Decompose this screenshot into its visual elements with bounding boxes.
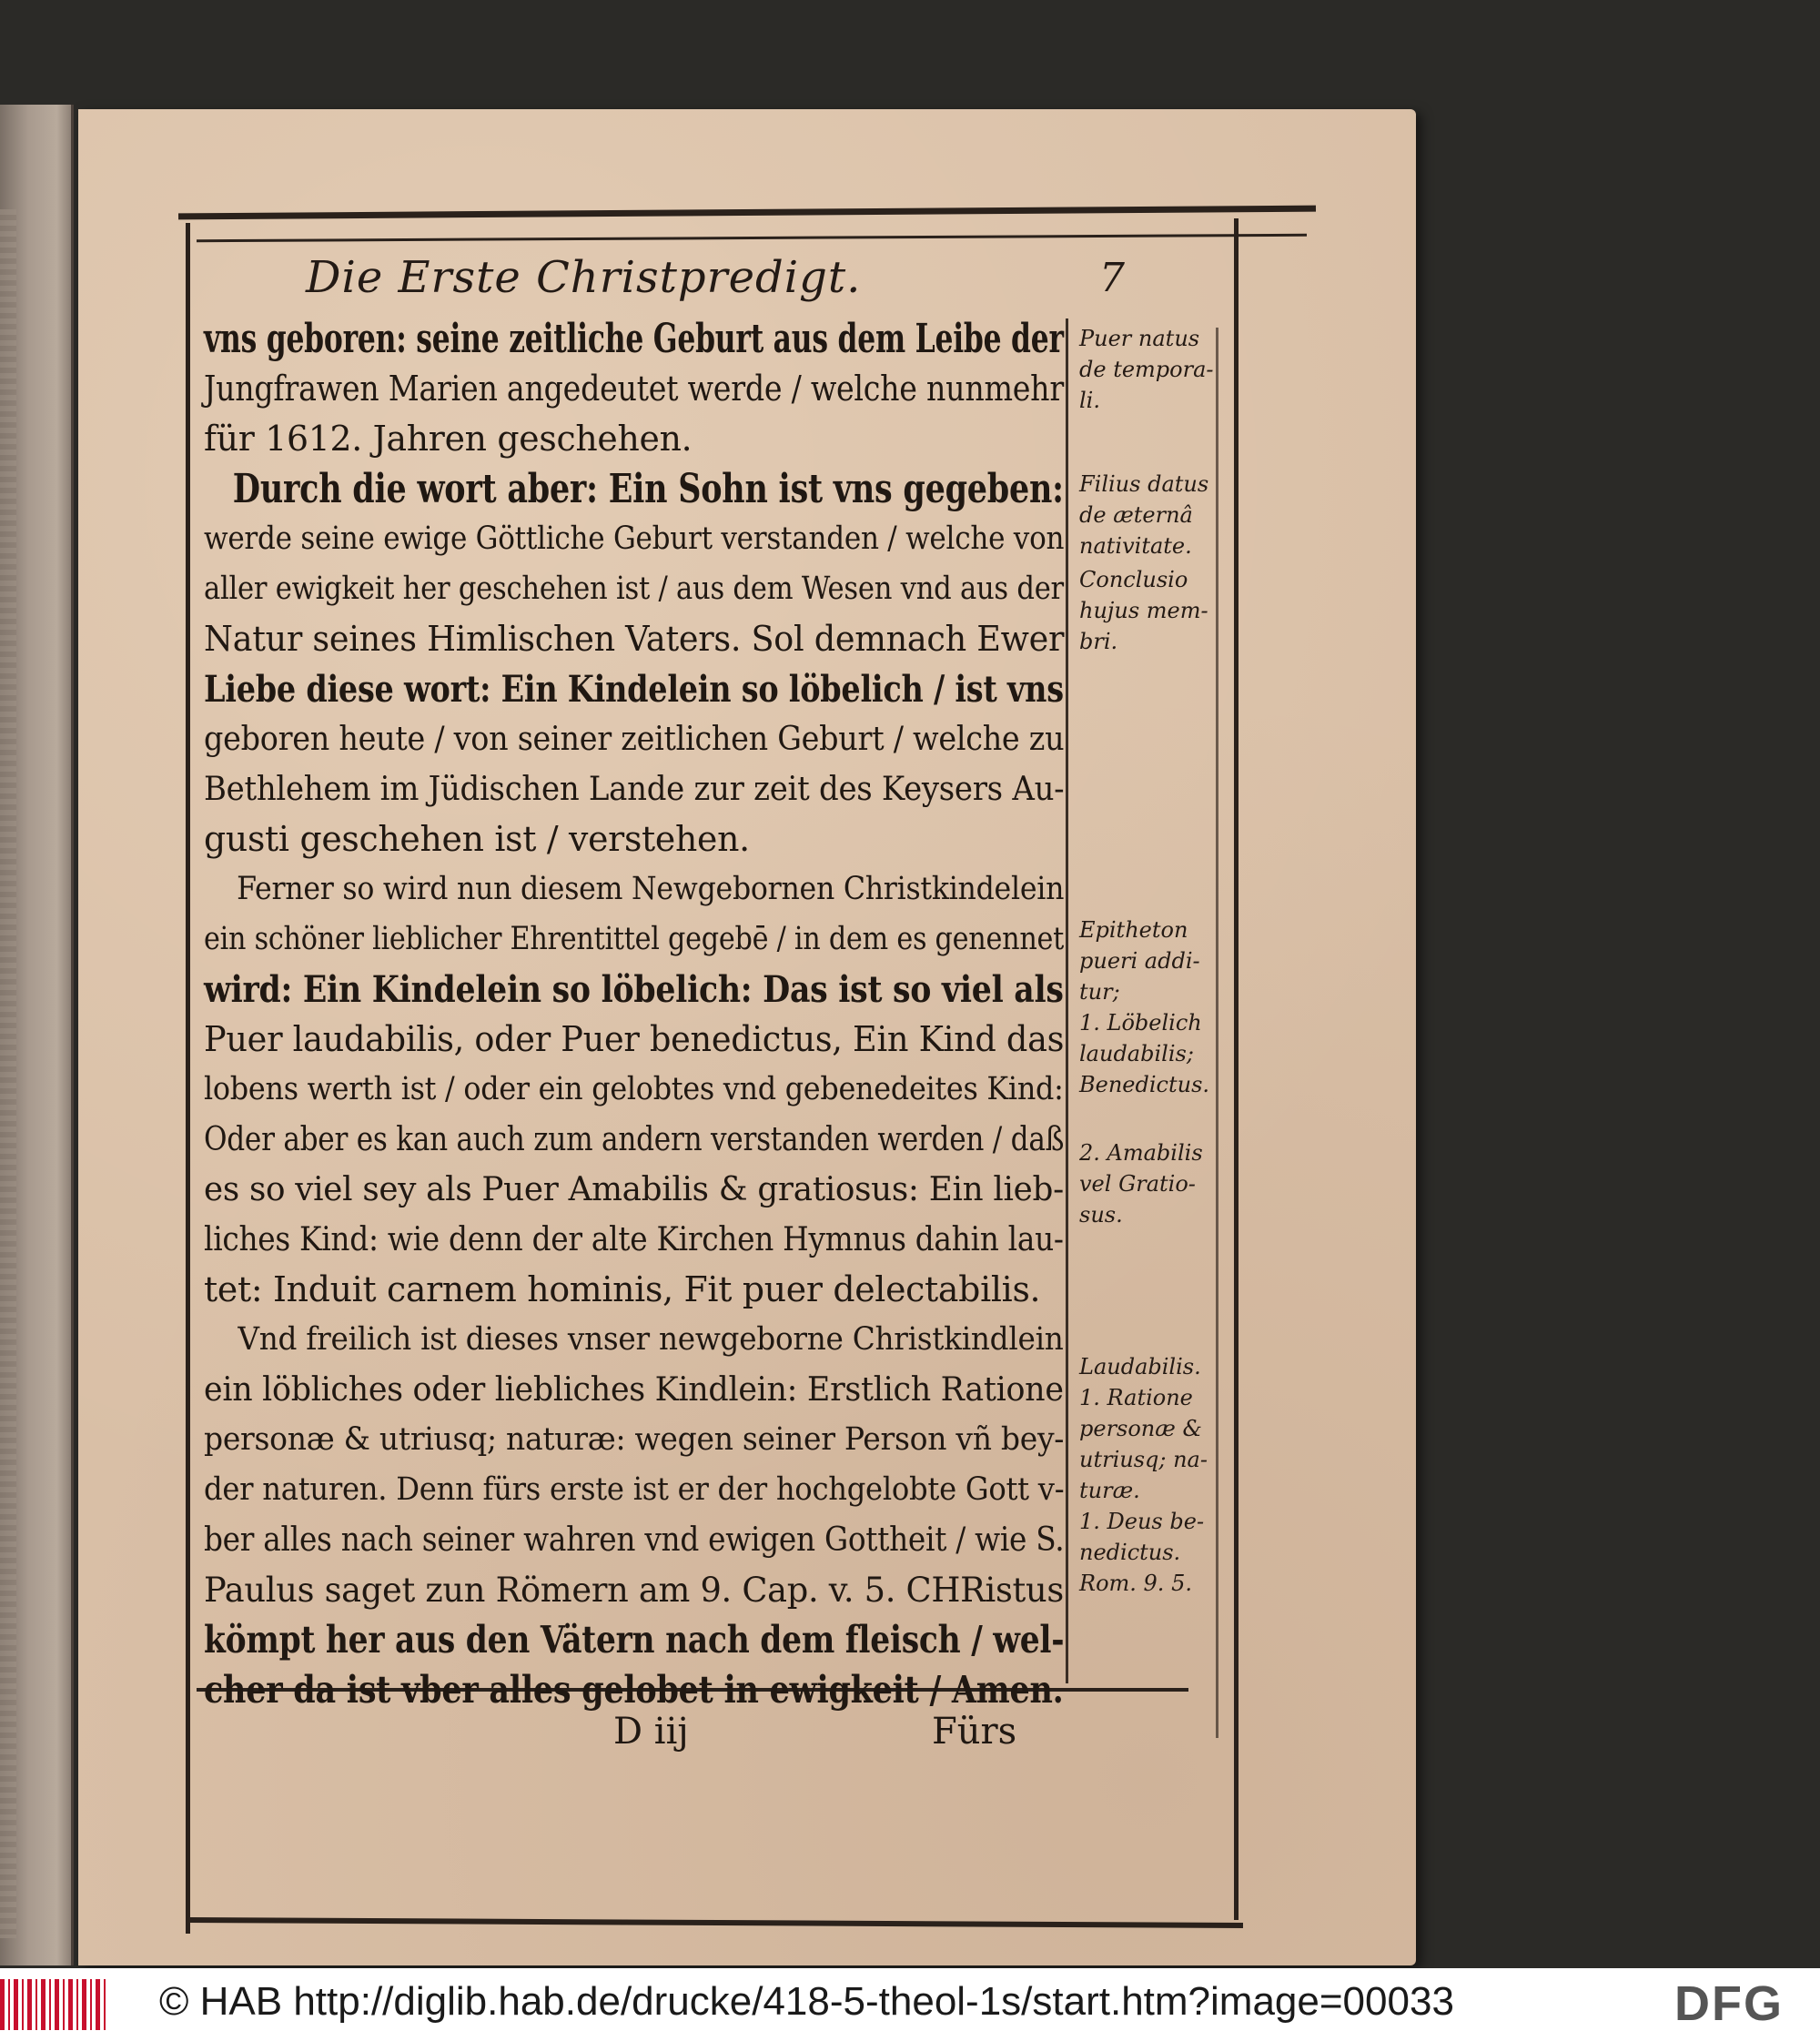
text-line: Ferner so wird nun diesem Newgebornen Christkindelein xyxy=(237,871,1065,907)
main-text-block xyxy=(204,314,1068,1715)
margin-note xyxy=(1079,914,1225,1100)
dfg-logo: DFG xyxy=(1674,1976,1784,2031)
text-line: Durch die wort aber: Ein Sohn ist vns gegeben: xyxy=(232,466,1064,512)
margin-note-line: 1. Ratione xyxy=(1079,1385,1193,1410)
text-line: gusti geschehen ist / verstehen. xyxy=(204,819,750,859)
running-header xyxy=(306,246,1125,309)
text-line: tet: Induit carnem hominis, Fit puer delectabilis. xyxy=(204,1269,1041,1309)
margin-note-line: 1. Löbelich xyxy=(1079,1010,1202,1036)
text-line: liches Kind: wie denn der alte Kirchen Hymnus dahin lau- xyxy=(204,1221,1064,1258)
frame-rule-left xyxy=(186,223,190,1934)
margin-note-line: personæ & xyxy=(1079,1416,1202,1441)
text-line: der naturen. Denn fürs erste ist er der hochgelobte Gott v- xyxy=(204,1471,1065,1508)
margin-note-line: Conclusio xyxy=(1079,567,1188,592)
barcode-icon xyxy=(0,1979,109,2030)
text-line: geboren heute / von seiner zeitlichen Geburt / welche zu xyxy=(204,721,1065,758)
margin-note-line: nativitate. xyxy=(1079,533,1192,559)
text-line: lobens werth ist / oder ein gelobtes vnd gebenedeites Kind: xyxy=(204,1071,1064,1107)
catchword: Fürs xyxy=(932,1711,1017,1753)
margin-note-line: tur; xyxy=(1079,979,1120,1005)
text-line: Vnd freilich ist dieses vnser newgeborne Christkindlein xyxy=(238,1321,1064,1358)
margin-note-line: Benedictus. xyxy=(1079,1072,1210,1097)
margin-note xyxy=(1079,323,1225,416)
text-line: es so viel sey als Puer Amabilis & gratiosus: Ein lieb- xyxy=(204,1171,1064,1208)
text-line: Bethlehem im Jüdischen Lande zur zeit des Keysers Au- xyxy=(204,771,1065,808)
text-line: vns geboren: seine zeitliche Geburt aus dem Leibe der xyxy=(204,316,1064,362)
page-footer xyxy=(204,1711,1068,1765)
margin-note-line: hujus mem- xyxy=(1079,598,1208,623)
text-line: für 1612. Jahren geschehen. xyxy=(204,419,693,459)
text-line: Oder aber es kan auch zum andern verstanden werden / daß xyxy=(204,1121,1065,1158)
margin-note-line: 1. Deus be- xyxy=(1079,1509,1205,1534)
margin-note-line: Filius datus xyxy=(1079,471,1209,497)
book-page xyxy=(78,109,1416,1965)
frame-rule-bottom xyxy=(187,1917,1243,1928)
frame-rule-top xyxy=(178,206,1316,220)
page-number: 7 xyxy=(1099,254,1125,301)
text-line: ein schöner lieblicher Ehrentittel gegebē / in dem es genennet xyxy=(204,921,1065,957)
page-stack-edge xyxy=(0,209,16,1938)
margin-note-line: utriusq; na- xyxy=(1079,1447,1208,1472)
text-line: cher da ist vber alles gelobet in ewigkeit / Amen. xyxy=(204,1668,1064,1712)
margin-note-line: li. xyxy=(1079,388,1100,413)
text-line: ber alles nach seiner wahren vnd ewigen Gottheit / wie S. xyxy=(204,1521,1065,1559)
text-line: Puer laudabilis, oder Puer benedictus, Ein Kind das xyxy=(204,1019,1065,1059)
margin-note-line: nedictus. xyxy=(1079,1540,1181,1565)
margin-note-line: turæ. xyxy=(1079,1478,1140,1503)
margin-note-line: Epitheton xyxy=(1079,917,1188,943)
text-line: Paulus saget zun Römern am 9. Cap. v. 5. CHRistus xyxy=(204,1571,1064,1610)
text-line: Natur seines Himlischen Vaters. Sol demnach Ewer xyxy=(204,619,1065,659)
credit-link[interactable]: © HAB http://diglib.hab.de/drucke/418-5-theol-1s/start.htm?image=00033 xyxy=(159,1979,1454,2024)
margin-note-line: bri. xyxy=(1079,629,1118,654)
frame-rule-right xyxy=(1234,218,1239,1920)
margin-note xyxy=(1079,469,1225,561)
margin-note-line: laudabilis; xyxy=(1079,1041,1194,1066)
margin-note xyxy=(1079,1137,1225,1230)
text-line: kömpt her aus den Vätern nach dem fleisch / wel- xyxy=(204,1618,1065,1662)
text-line: werde seine ewige Göttliche Geburt verstanden / welche von xyxy=(204,520,1065,557)
margin-note-line: 2. Amabilis xyxy=(1079,1140,1203,1166)
margin-note-line: de tempora- xyxy=(1079,357,1214,382)
text-line: aller ewigkeit her geschehen ist / aus dem Wesen vnd aus der xyxy=(204,571,1064,607)
text-line: Liebe diese wort: Ein Kindelein so löbelich / ist vns xyxy=(204,668,1064,711)
margin-note-line: pueri addi- xyxy=(1079,948,1200,974)
margin-note-line: Rom. 9. 5. xyxy=(1079,1571,1192,1596)
margin-note-line: sus. xyxy=(1079,1202,1123,1228)
text-line: Jungfrawen Marien angedeutet werde / welche nunmehr xyxy=(204,369,1064,409)
signature-mark: D iij xyxy=(613,1711,689,1753)
margin-note-line: Laudabilis. xyxy=(1079,1354,1201,1379)
page-title: Die Erste Christpredigt. xyxy=(306,252,862,303)
credit-bar xyxy=(0,1968,1820,2041)
margin-note-line: Puer natus xyxy=(1079,326,1200,351)
margin-note-line: vel Gratio- xyxy=(1079,1171,1196,1197)
margin-note xyxy=(1079,1351,1225,1599)
text-line: ein löbliches oder liebliches Kindlein: Erstlich Ratione xyxy=(204,1371,1064,1409)
frame-rule-top-inner xyxy=(197,234,1307,242)
margin-note-line: de æternâ xyxy=(1079,502,1193,528)
text-line: personæ & utriusq; naturæ: wegen seiner Person vñ bey- xyxy=(204,1421,1065,1458)
margin-note xyxy=(1079,564,1225,657)
text-line: wird: Ein Kindelein so löbelich: Das ist so viel als xyxy=(204,968,1064,1011)
